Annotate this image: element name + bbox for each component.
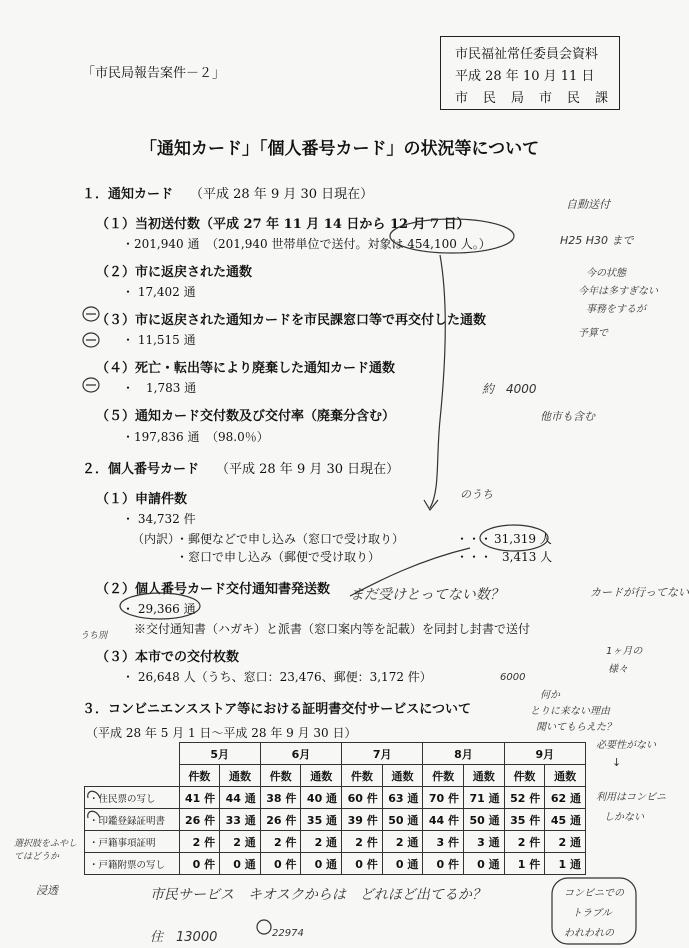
- table-cell: 0 通: [382, 853, 423, 875]
- hw-note: 今の状態: [586, 268, 626, 279]
- table-cell: 52 件: [504, 787, 545, 809]
- hw-note: 選択肢をふやしてはどうか: [14, 839, 78, 862]
- table-cell: 2 通: [545, 831, 586, 853]
- table-cell: 2 通: [301, 831, 342, 853]
- table-cell: 0 通: [220, 853, 261, 875]
- hw-note: 様々: [608, 664, 628, 675]
- table-cell: 2 件: [342, 831, 383, 853]
- s1-item3-value: ・ 11,515 通: [122, 333, 196, 347]
- table-cell: 2 件: [260, 831, 301, 853]
- table-cell: 70 件: [423, 787, 464, 809]
- s1-item1-note: （201,940 世帯単位で送付。対象は 454,100 人。）: [206, 237, 491, 251]
- hw-note: 自動送付: [566, 198, 610, 211]
- section2-heading: ２．個人番号カード: [82, 462, 200, 477]
- table-cell: 35 通: [301, 809, 342, 831]
- hw-note: 6000: [500, 672, 526, 683]
- row-label: ・戸籍事項証明: [85, 831, 180, 853]
- s1-item5-label: （５）通知カード交付数及び交付率（廃棄分含む）: [96, 409, 396, 424]
- table-cell: 2 通: [382, 831, 423, 853]
- row-label: ・住民票の写し: [85, 787, 180, 809]
- month-header: 7月: [342, 743, 423, 765]
- table-cell: 0 件: [342, 853, 383, 875]
- s2-breakdown1-dots: ・・・: [456, 532, 493, 546]
- hw-note: 何か: [540, 690, 560, 701]
- page-title: 「通知カード」「個人番号カード」の状況等について: [140, 139, 540, 159]
- table-cell: 26 件: [179, 809, 220, 831]
- count-header: 件数: [423, 765, 464, 787]
- hw-note: 22974: [272, 928, 304, 939]
- hw-note: 予算で: [578, 328, 608, 339]
- month-header: 9月: [504, 743, 585, 765]
- hw-note: H25 H30 まで: [560, 234, 634, 247]
- hw-note: 他市も含む: [540, 410, 595, 423]
- hw-note: 必要性がない: [596, 740, 656, 751]
- hw-note: 事務をするが: [586, 304, 646, 315]
- section1-heading: １．通知カード: [82, 187, 174, 202]
- s2-breakdown1-text: ・郵便などで申し込み（窓口で受け取り）: [176, 532, 405, 546]
- table-cell: 41 件: [179, 787, 220, 809]
- table-cell: 50 通: [382, 809, 423, 831]
- copies-header: 通数: [382, 765, 423, 787]
- table-cell: 2 通: [220, 831, 261, 853]
- count-header: 件数: [504, 765, 545, 787]
- s1-item2-value: ・ 17,402 通: [122, 285, 196, 299]
- table-cell: 45 通: [545, 809, 586, 831]
- section3-period: （平成 28 年 5 月 1 日～平成 28 年 9 月 30 日）: [86, 726, 357, 740]
- table-cell: 39 件: [342, 809, 383, 831]
- hw-note: とりに来ない理由: [530, 706, 610, 717]
- hw-note: 利用はコンビニ: [596, 792, 666, 803]
- hw-note: 聞いてもらえた？: [536, 722, 616, 733]
- s1-item5-value: ・197,836 通: [122, 430, 200, 444]
- table-cell: 0 通: [301, 853, 342, 875]
- count-header: 件数: [260, 765, 301, 787]
- hw-note: 約 4000: [482, 382, 537, 396]
- circle-target-count: [390, 219, 514, 253]
- circle-mark: [257, 920, 271, 934]
- count-header: 件数: [179, 765, 220, 787]
- section2-date: （平成 28 年 9 月 30 日現在）: [216, 462, 400, 477]
- table-cell: 40 通: [301, 787, 342, 809]
- committee-line: 市民福祉常任委員会資料: [455, 47, 599, 62]
- table-cell: 2 件: [504, 831, 545, 853]
- hw-note: のうち: [460, 488, 493, 501]
- hw-note: われわれの: [564, 928, 614, 939]
- copies-header: 通数: [463, 765, 504, 787]
- table-cell: 38 件: [260, 787, 301, 809]
- hw-note: ↓: [612, 756, 622, 769]
- s1-item5-note: （98.0％）: [206, 430, 269, 444]
- s2-applications-label: （１）申請件数: [96, 492, 188, 507]
- table-cell: 62 通: [545, 787, 586, 809]
- month-header: 5月: [179, 743, 260, 765]
- hw-note: 今年は多すぎない: [578, 286, 658, 297]
- table-cell: 1 通: [545, 853, 586, 875]
- copies-header: 通数: [545, 765, 586, 787]
- row-label: ・戸籍附票の写し: [85, 853, 180, 875]
- table-cell: 60 件: [342, 787, 383, 809]
- s2-notice-note: ※交付通知書（ハガキ）と派書（窓口案内等を記載）を同封し封書で送付: [134, 622, 531, 636]
- table-cell: 63 通: [382, 787, 423, 809]
- row-mark-1: [88, 791, 100, 798]
- s2-issued-value: ・ 26,648 人（うち、窓口：23,476、郵便：3,172 件）: [122, 670, 432, 684]
- s2-breakdown2-value: 3,413 人: [502, 550, 553, 564]
- copies-header: 通数: [301, 765, 342, 787]
- s2-notice-label: （２）個人番号カード交付通知書発送数: [96, 582, 331, 597]
- table-cell: 0 通: [463, 853, 504, 875]
- table-cell: 26 件: [260, 809, 301, 831]
- section3-heading: ３．コンビニエンスストア等における証明書交付サービスについて: [82, 702, 471, 717]
- hw-note: コンビニでの: [564, 888, 624, 899]
- month-header: 8月: [423, 743, 504, 765]
- s1-item4-value: ・ 1,783 通: [122, 381, 197, 395]
- table-cell: 33 通: [220, 809, 261, 831]
- month-header: 6月: [260, 743, 341, 765]
- table-cell: 0 件: [423, 853, 464, 875]
- row-label: ・印鑑登録証明書: [85, 809, 180, 831]
- arrow-line: [430, 255, 445, 508]
- date-line: 平成 28 年 10 月 11 日: [455, 69, 595, 84]
- report-label: 「市民局報告案件－２」: [82, 66, 226, 81]
- s1-item2-label: （２）市に返戻された通数: [96, 265, 253, 280]
- table-cell: 71 通: [463, 787, 504, 809]
- table-cell: 44 通: [220, 787, 261, 809]
- hw-note: 市民サービス キオスクからは どれほど出てるか？: [150, 887, 486, 903]
- s2-breakdown1-value: 31,319 人: [494, 532, 552, 546]
- s1-item1-value: ・201,940 通: [122, 237, 200, 251]
- table-cell: 3 件: [423, 831, 464, 853]
- department-line: 市 民 局 市 民 課: [455, 91, 610, 106]
- hw-note: まだ受けとってない数？: [350, 587, 504, 603]
- s2-notice-value: ・ 29,366 通: [122, 602, 196, 616]
- s1-item4-label: （４）死亡・転出等により廃棄した通知カード通数: [96, 361, 396, 376]
- table-cell: 44 件: [423, 809, 464, 831]
- table-cell: 1 件: [504, 853, 545, 875]
- hw-note: トラブル: [572, 908, 612, 919]
- copies-header: 通数: [220, 765, 261, 787]
- section1-date: （平成 28 年 9 月 30 日現在）: [190, 187, 374, 202]
- hw-note: うち別: [80, 631, 108, 641]
- hw-note: 浸透: [36, 884, 58, 897]
- s2-applications-value: ・ 34,732 件: [122, 512, 196, 526]
- count-header: 件数: [342, 765, 383, 787]
- circle-mail-apps: [480, 525, 548, 551]
- hw-note: カードが行ってない: [590, 586, 689, 599]
- table-cell: 3 通: [463, 831, 504, 853]
- row-mark-2: [88, 811, 100, 818]
- s2-breakdown2-text: ・窓口で申し込み（郵便で受け取り）: [176, 550, 381, 564]
- hw-note: しかない: [604, 812, 644, 823]
- s2-breakdown-label: （内訳）: [132, 532, 181, 546]
- table-cell: 2 件: [179, 831, 220, 853]
- s1-item3-label: （３）市に返戻された通知カードを市民課窓口等で再交付した通数: [96, 313, 487, 328]
- table-cell: 35 件: [504, 809, 545, 831]
- minus-strokes: [86, 314, 96, 385]
- table-cell: 0 件: [179, 853, 220, 875]
- table-cell: 50 通: [463, 809, 504, 831]
- hw-note: 住 13000: [150, 930, 218, 945]
- hw-note: 1ヶ月の: [606, 646, 643, 657]
- circle-notice-count: [120, 593, 200, 619]
- s2-issued-label: （３）本市での交付枚数: [96, 650, 240, 665]
- s1-item1-label: （１）当初送付数（平成 27 年 11 月 14 日から 12 月 7 日）: [96, 217, 470, 232]
- s2-breakdown2-dots: ・・・: [456, 550, 493, 564]
- table-cell: 0 件: [260, 853, 301, 875]
